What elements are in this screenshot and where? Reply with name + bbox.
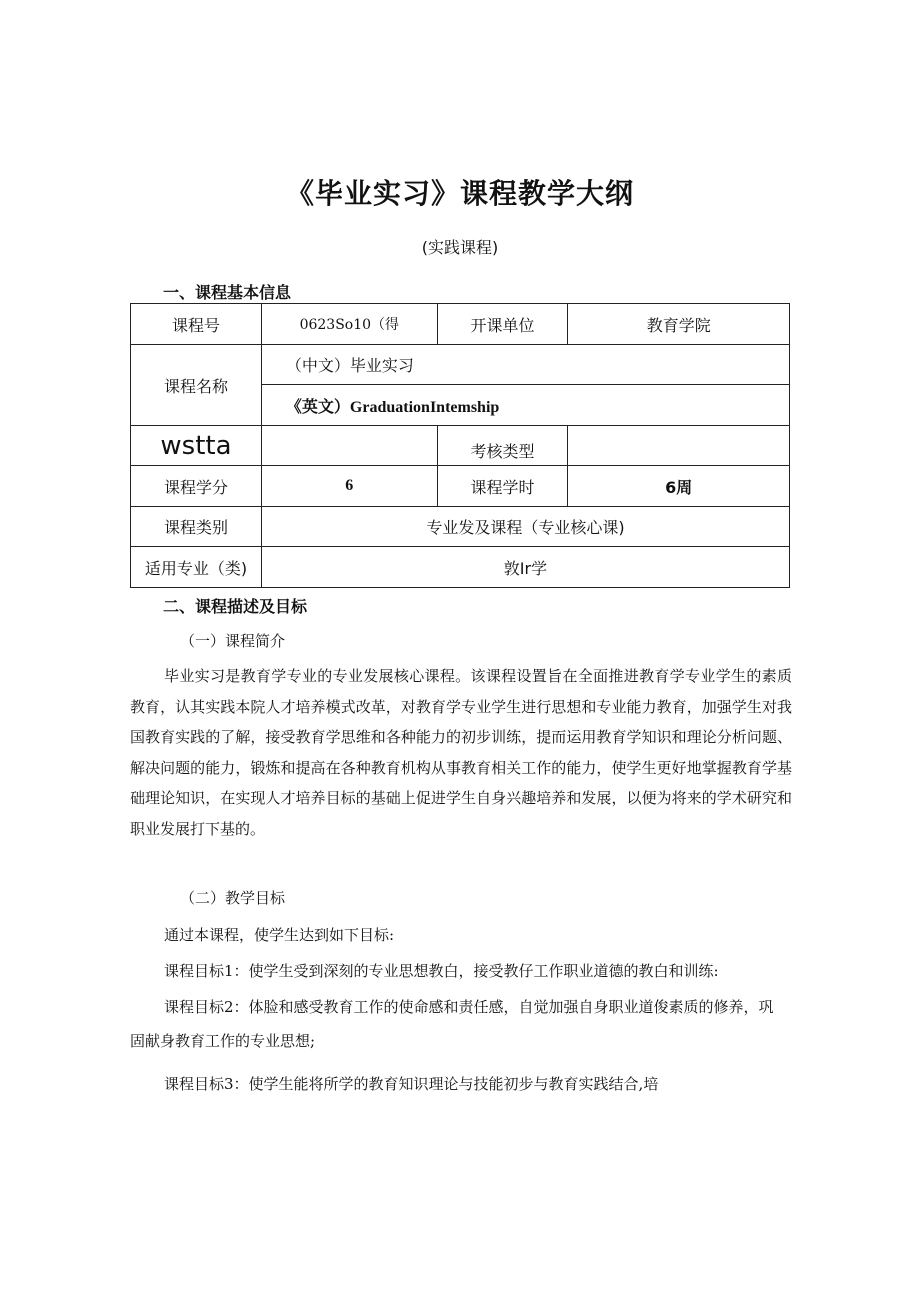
course-name-en-text: 《英文）GraduationIntemship [285, 398, 500, 416]
course-name-en [261, 385, 789, 426]
goals-heading: （二）教学目标 [180, 889, 286, 907]
course-name-label: 课程名称 [131, 345, 262, 426]
goal-2-line-2: 固献身教育工作的专业思想; [130, 1032, 316, 1050]
goal-1: 课程目标1：使学生受到深刻的专业思想教白，接受教仔工作职业道德的教白和训练: [164, 962, 719, 980]
goal-2-line-1: 课程目标2：体脸和感受教育工作的使命感和责任感，自觉加强自身职业道俊素质的修养，巩 [164, 998, 774, 1016]
row3-label: wstta [131, 426, 262, 466]
course-no-label: 课程号 [131, 304, 262, 345]
course-type-value: 专业发及课程（专业核心课) [261, 507, 789, 547]
hours-label: 课程学时 [437, 466, 568, 507]
credit-label: 课程学分 [131, 466, 262, 507]
page-subtitle: (实践课程) [421, 238, 499, 257]
intro-paragraph: 毕业实习是教育学专业的专业发展核心课程。该课程设置旨在全面推进教育学专业学生的素质教育，认其实践本院人才培养模式改革，对教育学专业学生进行思想和专业能力教育，加强学生对我国教育实践的了解，接受教育学思维和各种能力的初步训练，提而运用教育学知识和理论分析问题、解决问题的能力，锻炼和提高在各种教育机构从事教育相关工作的能力，使学生更好地掌握教育学基础理论知识，在实现人才培养目标的基础上促进学生自身兴趣培养和发展，以便为将来的学术研究和职业发展打下基的。 [130, 667, 792, 838]
row3-value [261, 426, 437, 466]
unit-value: 教育学院 [568, 304, 790, 345]
hours-value: 6周 [568, 466, 790, 507]
major-label: 适用专业（类) [131, 547, 262, 588]
goals-intro: 通过本课程，使学生达到如下目标: [164, 926, 395, 944]
exam-type-value [568, 426, 790, 466]
credit-value: 6 [261, 466, 437, 507]
intro-paragraph-container [130, 661, 792, 844]
intro-heading: （一）课程简介 [180, 632, 286, 650]
course-info-table [130, 303, 790, 588]
course-no-value: 0623So10（得 [261, 304, 437, 345]
goal-3: 课程目标3：使学生能将所学的教育知识理论与技能初步与教育实践结合,培 [164, 1075, 659, 1093]
exam-type-label: 考核类型 [437, 426, 568, 466]
section-heading-description: 二、课程描述及目标 [163, 597, 308, 616]
section-heading-basic-info: 一、课程基本信息 [163, 283, 292, 302]
course-name-cn: （中文）毕业实习 [261, 345, 789, 385]
unit-label: 开课单位 [437, 304, 568, 345]
major-value: 敦Ir学 [261, 547, 789, 588]
course-type-label: 课程类别 [131, 507, 262, 547]
page-title: 《毕业实习》课程教学大纲 [285, 177, 634, 210]
